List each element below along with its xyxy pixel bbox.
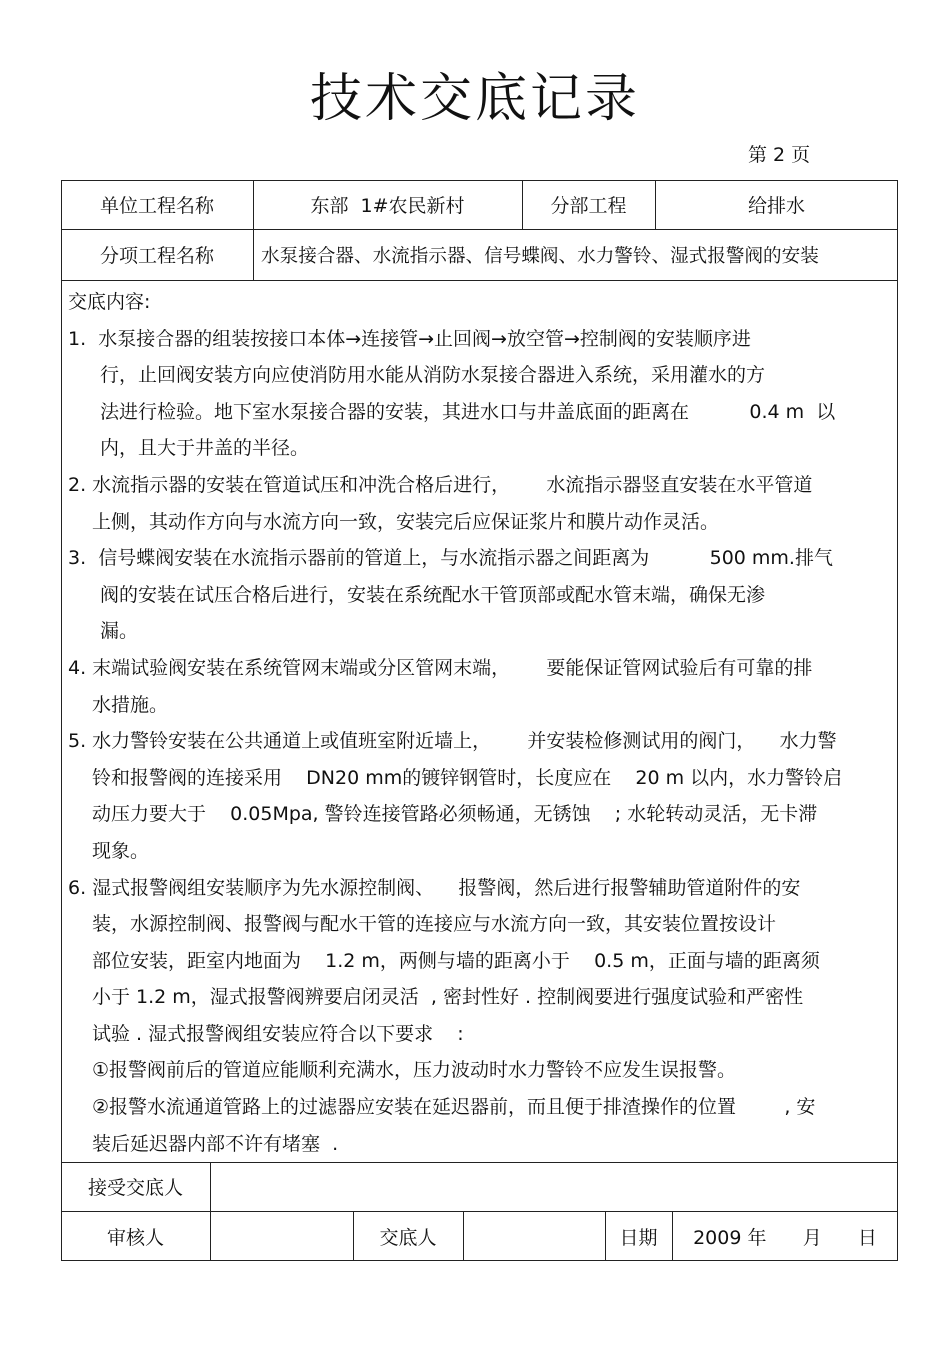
- content-line: 4. 末端试验阀安装在系统管网末端或分区管网末端， 要能保证管网试验后有可靠的排: [68, 656, 813, 679]
- date-label: 日期: [619, 1226, 658, 1249]
- content-line: 6. 湿式报警阀组安装顺序为先水源控制阀、 报警阀，然后进行报警辅助管道附件的安: [68, 876, 801, 899]
- content-line: ①报警阀前后的管道应能顺利充满水，压力波动时水力警铃不应发生误报警。: [92, 1059, 737, 1082]
- receiver-label: 接受交底人: [87, 1177, 183, 1199]
- content-line: 行，止回阀安装方向应使消防用水能从消防水泵接合器进入系统，采用灌水的方: [100, 364, 766, 387]
- unit-project-label: 单位工程名称: [99, 195, 214, 217]
- receiver-value: [210, 1162, 898, 1211]
- content-line: ②报警水流通道管路上的过滤器应安装在延迟器前，而且便于排渣操作的位置 , 安: [92, 1096, 816, 1119]
- reviewer-value: [210, 1211, 353, 1261]
- subitem-value: 水泵接合器、水流指示器、信号蝶阀、水力警铃、湿式报警阀的安装: [261, 245, 819, 267]
- document-title: 技术交底记录: [309, 69, 640, 129]
- content-line: 装，水源控制阀、报警阀与配水干管的连接应与水流方向一致，其安装位置按设计: [92, 913, 777, 936]
- content-line: 铃和报警阀的连接采用 DN20 mm的镀锌钢管时，长度应在 20 m 以内，水力警铃启: [92, 766, 843, 789]
- content-line: 1. 水泵接合器的组装按接口本体→连接管→止回阀→放空管→控制阀的安装顺序进: [68, 327, 751, 350]
- presenter-label: 交底人: [379, 1226, 437, 1249]
- content-heading: 交底内容:: [68, 291, 151, 313]
- content-line: 2. 水流指示器的安装在管道试压和冲洗合格后进行， 水流指示器竖直安装在水平管道: [68, 473, 813, 496]
- subitem-label: 分项工程名称: [99, 245, 214, 267]
- date-value: 2009 年 月 日: [693, 1226, 877, 1249]
- disclosure-content: [68, 284, 894, 1162]
- content-line: 小于 1.2 m，湿式报警阀辨要启闭灵活 , 密封性好 . 控制阀要进行强度试验和严密性: [92, 986, 804, 1009]
- division-label: 分部工程: [550, 195, 627, 217]
- content-line: 水措施。: [92, 693, 169, 716]
- content-line: 动压力要大于 0.05Mpa, 警铃连接管路必须畅通，无锈蚀 ; 水轮转动灵活，无卡滞: [92, 803, 818, 826]
- content-line: 试验 . 湿式报警阀组安装应符合以下要求 :: [92, 1022, 464, 1045]
- content-line: 5. 水力警铃安装在公共通道上或值班室附近墙上， 并安装检修测试用的阀门， 水力警: [68, 730, 837, 753]
- row-divider: [61, 280, 898, 281]
- content-line: 上侧，其动作方向与水流方向一致，安装完后应保证浆片和膜片动作灵活。: [92, 510, 720, 533]
- content-line: 部位安装，距室内地面为 1.2 m，两侧与墙的距离小于 0.5 m，正面与墙的距离须: [92, 949, 820, 972]
- reviewer-label: 审核人: [106, 1226, 164, 1249]
- content-line: 法进行检验。地下室水泵接合器的安装，其进水口与井盖底面的距离在 0.4 m 以: [100, 400, 836, 423]
- content-line: 漏。: [100, 620, 139, 643]
- content-line: 现象。: [92, 839, 150, 862]
- content-line: 内，且大于井盖的半径。: [100, 437, 310, 460]
- unit-project-value: 东部 1#农民新村: [310, 195, 465, 217]
- content-line: 3. 信号蝶阀安装在水流指示器前的管道上，与水流指示器之间距离为 500 mm.排气: [68, 547, 833, 570]
- content-line: 阀的安装在试压合格后进行，安装在系统配水干管顶部或配水管末端，确保无渗: [100, 583, 766, 606]
- division-value: 给排水: [747, 195, 805, 217]
- content-line: 装后延迟器内部不许有堵塞 .: [92, 1132, 339, 1155]
- page-number: 第 2 页: [748, 144, 811, 166]
- presenter-value: [463, 1211, 605, 1261]
